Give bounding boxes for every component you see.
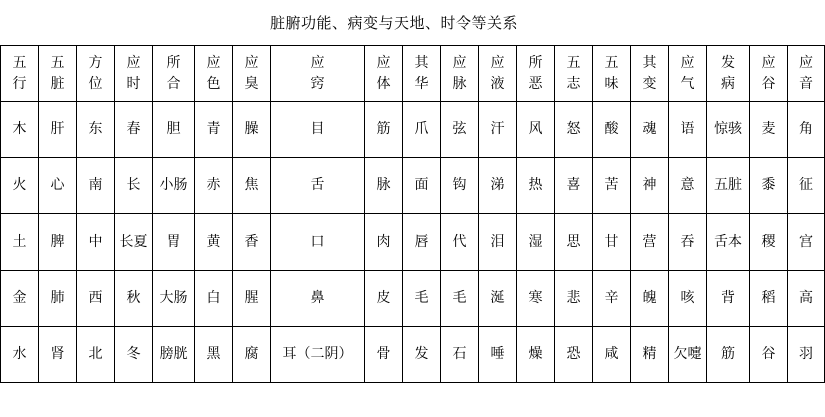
table-cell: 魄 [631, 270, 669, 326]
table-row [1, 102, 825, 158]
table-cell: 赤 [195, 158, 233, 214]
header-cell: 所 恶 [517, 46, 555, 102]
header-cell: 应 气 [669, 46, 707, 102]
table-cell: 脉 [365, 158, 403, 214]
table-cell: 寒 [517, 270, 555, 326]
table-cell: 营 [631, 214, 669, 270]
table-cell: 春 [115, 102, 153, 158]
table-cell: 精 [631, 326, 669, 382]
table-cell: 欠嚏 [669, 326, 707, 382]
header-cell: 应 时 [115, 46, 153, 102]
table-cell: 黑 [195, 326, 233, 382]
table-cell: 泪 [479, 214, 517, 270]
header-cell: 其 华 [403, 46, 441, 102]
table-cell: 涕 [479, 158, 517, 214]
header-cell: 应 臭 [233, 46, 271, 102]
table-cell: 毛 [441, 270, 479, 326]
table-cell: 羽 [788, 326, 825, 382]
table-row [1, 270, 825, 326]
header-cell: 应 脉 [441, 46, 479, 102]
table-cell: 大肠 [153, 270, 195, 326]
table-cell: 燥 [517, 326, 555, 382]
header-cell: 应 谷 [750, 46, 788, 102]
table-cell: 辛 [593, 270, 631, 326]
table-cell: 小肠 [153, 158, 195, 214]
table-cell: 代 [441, 214, 479, 270]
table-cell: 酸 [593, 102, 631, 158]
table-cell: 吞 [669, 214, 707, 270]
table-cell: 五脏 [707, 158, 750, 214]
table-cell: 汗 [479, 102, 517, 158]
table-cell: 甘 [593, 214, 631, 270]
table-cell: 秋 [115, 270, 153, 326]
table-cell: 腐 [233, 326, 271, 382]
header-cell: 五 味 [593, 46, 631, 102]
table-cell: 土 [1, 214, 39, 270]
table-cell: 黍 [750, 158, 788, 214]
table-cell: 毛 [403, 270, 441, 326]
table-cell: 鼻 [271, 270, 365, 326]
table-cell: 恐 [555, 326, 593, 382]
table-cell: 风 [517, 102, 555, 158]
table-cell: 白 [195, 270, 233, 326]
table-cell: 水 [1, 326, 39, 382]
table-cell: 口 [271, 214, 365, 270]
table-cell: 舌本 [707, 214, 750, 270]
table-cell: 唇 [403, 214, 441, 270]
header-cell: 应 体 [365, 46, 403, 102]
table-cell: 怒 [555, 102, 593, 158]
header-cell: 五 志 [555, 46, 593, 102]
table-cell: 东 [77, 102, 115, 158]
table-cell: 热 [517, 158, 555, 214]
table-cell: 惊骇 [707, 102, 750, 158]
table-cell: 筋 [365, 102, 403, 158]
table-cell: 喜 [555, 158, 593, 214]
header-cell: 应 窍 [271, 46, 365, 102]
table-cell: 角 [788, 102, 825, 158]
table-cell: 西 [77, 270, 115, 326]
table-cell: 青 [195, 102, 233, 158]
table-cell: 肾 [39, 326, 77, 382]
table-cell: 金 [1, 270, 39, 326]
table-title: 脏腑功能、病变与天地、时令等关系 [269, 14, 518, 32]
table-cell: 面 [403, 158, 441, 214]
header-cell: 发 病 [707, 46, 750, 102]
table-cell: 心 [39, 158, 77, 214]
table-cell: 皮 [365, 270, 403, 326]
table-cell: 冬 [115, 326, 153, 382]
table-cell: 长 [115, 158, 153, 214]
table-cell: 唾 [479, 326, 517, 382]
table-cell: 爪 [403, 102, 441, 158]
header-cell: 方 位 [77, 46, 115, 102]
table-cell: 悲 [555, 270, 593, 326]
table-cell: 筋 [707, 326, 750, 382]
header-cell: 所 合 [153, 46, 195, 102]
table-row [1, 214, 825, 270]
table-cell: 湿 [517, 214, 555, 270]
table-cell: 臊 [233, 102, 271, 158]
table-cell: 魂 [631, 102, 669, 158]
table-cell: 稻 [750, 270, 788, 326]
table-cell: 火 [1, 158, 39, 214]
table-cell: 肉 [365, 214, 403, 270]
table-cell: 背 [707, 270, 750, 326]
table-cell: 焦 [233, 158, 271, 214]
header-cell: 应 色 [195, 46, 233, 102]
table-cell: 南 [77, 158, 115, 214]
table-cell: 咸 [593, 326, 631, 382]
table-cell: 黄 [195, 214, 233, 270]
table-cell: 木 [1, 102, 39, 158]
table-cell: 舌 [271, 158, 365, 214]
table-cell: 宫 [788, 214, 825, 270]
table-cell: 石 [441, 326, 479, 382]
table-cell: 脾 [39, 214, 77, 270]
table-cell: 胆 [153, 102, 195, 158]
table-cell: 膀胱 [153, 326, 195, 382]
table-cell: 香 [233, 214, 271, 270]
header-cell: 其 变 [631, 46, 669, 102]
table-cell: 高 [788, 270, 825, 326]
table-cell: 意 [669, 158, 707, 214]
header-cell: 五 行 [1, 46, 39, 102]
table-cell: 腥 [233, 270, 271, 326]
table-row [1, 158, 825, 214]
table-cell: 神 [631, 158, 669, 214]
table-row [1, 326, 825, 382]
table-cell: 谷 [750, 326, 788, 382]
table-cell: 思 [555, 214, 593, 270]
header-row [1, 46, 825, 102]
table-cell: 骨 [365, 326, 403, 382]
header-cell: 应 音 [788, 46, 825, 102]
table-cell: 咳 [669, 270, 707, 326]
table-cell: 长夏 [115, 214, 153, 270]
table-cell: 弦 [441, 102, 479, 158]
table-cell: 肺 [39, 270, 77, 326]
table-cell: 发 [403, 326, 441, 382]
relations-table [0, 45, 825, 383]
header-cell: 应 液 [479, 46, 517, 102]
table-cell: 胃 [153, 214, 195, 270]
table-cell: 涎 [479, 270, 517, 326]
table-cell: 苦 [593, 158, 631, 214]
table-cell: 征 [788, 158, 825, 214]
table-cell: 钩 [441, 158, 479, 214]
header-cell: 五 脏 [39, 46, 77, 102]
table-cell: 中 [77, 214, 115, 270]
table-cell: 耳（二阴） [271, 326, 365, 382]
table-cell: 麦 [750, 102, 788, 158]
table-cell: 稷 [750, 214, 788, 270]
table-cell: 目 [271, 102, 365, 158]
table-cell: 肝 [39, 102, 77, 158]
table-cell: 语 [669, 102, 707, 158]
table-cell: 北 [77, 326, 115, 382]
